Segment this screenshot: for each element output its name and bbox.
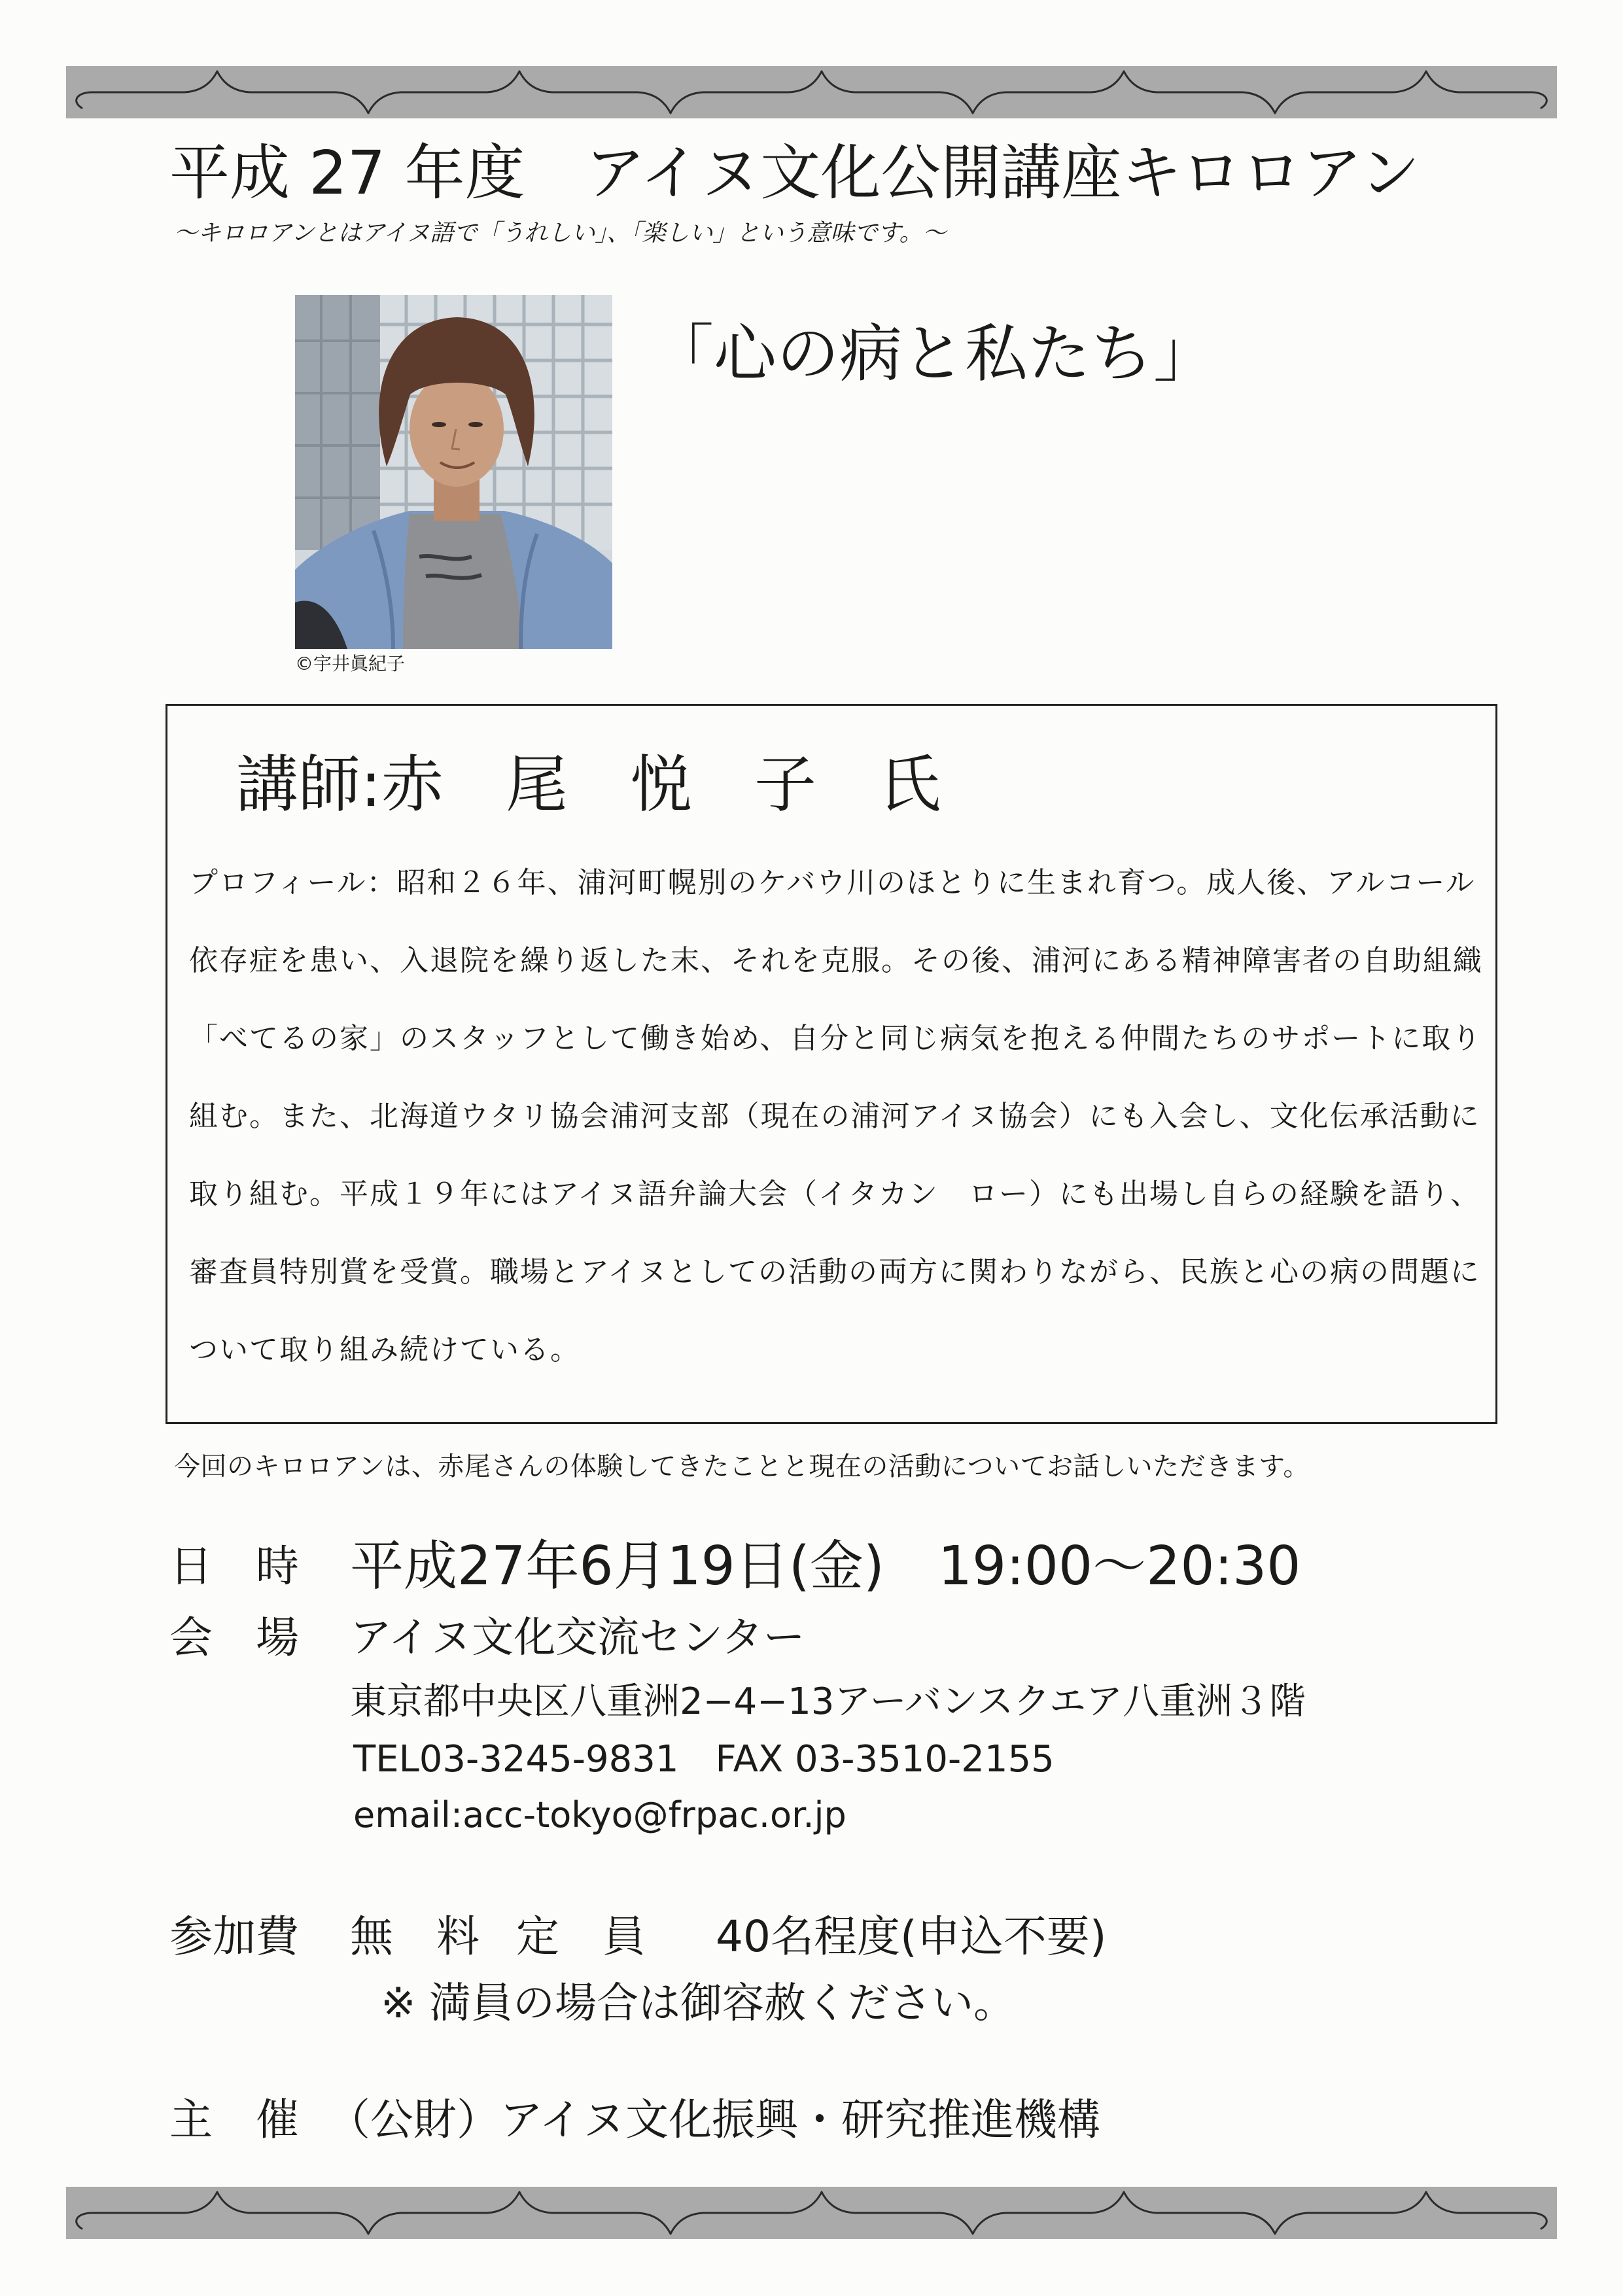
venue-phone-fax: TEL03-3245-9831 FAX 03-3510-2155 — [353, 1738, 1055, 1781]
venue-row — [0, 1612, 1505, 1841]
bottom-decorative-border — [66, 2187, 1557, 2239]
profile-line: 「べてるの家」のスタッフとして働き始め、自分と同じ病気を抱える仲間たちのサポートに取り — [189, 1022, 1482, 1055]
fee-value: 無 料 — [350, 1911, 480, 1962]
venue-address: 東京都中央区八重洲2−4−13アーバンスクエア八重洲３階 — [350, 1680, 1306, 1723]
profile-line: 取り組む。平成１９年にはアイヌ語弁論大会（イタカン ロー）にも出場し自らの経験を語り、 — [189, 1177, 1481, 1211]
page-subtitle: ～キロロアンとはアイヌ語で「うれしい」、「楽しい」という意味です。～ — [174, 220, 947, 247]
organizer-label: 主 催 — [169, 2095, 299, 2145]
organizer-row — [0, 2094, 1505, 2146]
profile-line: プロフィール：昭和２６年、浦河町幌別のケバウ川のほとりに生まれ育つ。成人後、アルコール — [189, 866, 1476, 899]
capacity-value: 40名程度(申込不要) — [716, 1911, 1107, 1962]
venue-name: アイヌ文化交流センター — [350, 1614, 805, 1662]
datetime-row — [0, 1535, 1505, 1599]
fee-capacity-row — [0, 1911, 1505, 1963]
photo-credit: ©宇井眞紀子 — [295, 653, 406, 674]
ainu-pattern-border — [66, 2187, 1557, 2239]
datetime-label: 日 時 — [169, 1541, 299, 1592]
profile-line: 依存症を患い、入退院を繰り返した末、それを克服。その後、浦河にある精神障害者の自助組織 — [189, 944, 1483, 977]
capacity-label: 定 員 — [516, 1911, 646, 1962]
speaker-heading: 講師:赤 尾 悦 子 氏 — [236, 749, 941, 821]
speaker-portrait — [295, 295, 612, 649]
page-title: 平成 27 年度 アイヌ文化公開講座キロロアン — [169, 138, 1420, 208]
datetime-value: 平成27年6月19日(金) 19:00～20:30 — [350, 1535, 1301, 1597]
ainu-pattern-border — [66, 66, 1557, 118]
lecture-title: 「心の病と私たち」 — [651, 317, 1216, 391]
profile-line: ついて取り組み続けている。 — [189, 1333, 580, 1366]
profile-line: 審査員特別賞を受賞。職場とアイヌとしての活動の両方に関わりながら、民族と心の病の問題に — [189, 1255, 1481, 1289]
speaker-profile-box — [166, 704, 1497, 1424]
intro-text: 今回のキロロアンは、赤尾さんの体験してきたことと現在の活動についてお話しいただきます。 — [174, 1452, 1310, 1482]
venue-email: email:acc-tokyo@frpac.or.jp — [353, 1794, 846, 1835]
capacity-note: ※ 満員の場合は御容赦ください。 — [381, 1979, 1015, 2028]
top-decorative-border — [66, 66, 1557, 118]
speaker-photo — [295, 295, 612, 649]
speaker-profile — [189, 844, 1483, 1389]
venue-label: 会 場 — [169, 1612, 299, 1663]
profile-line: 組む。また、北海道ウタリ協会浦河支部（現在の浦河アイヌ協会）にも入会し、文化伝承活動に — [189, 1100, 1480, 1133]
organizer-value: （公財）アイヌ文化振興・研究推進機構 — [327, 2095, 1101, 2145]
fee-label: 参加費 — [169, 1911, 299, 1962]
